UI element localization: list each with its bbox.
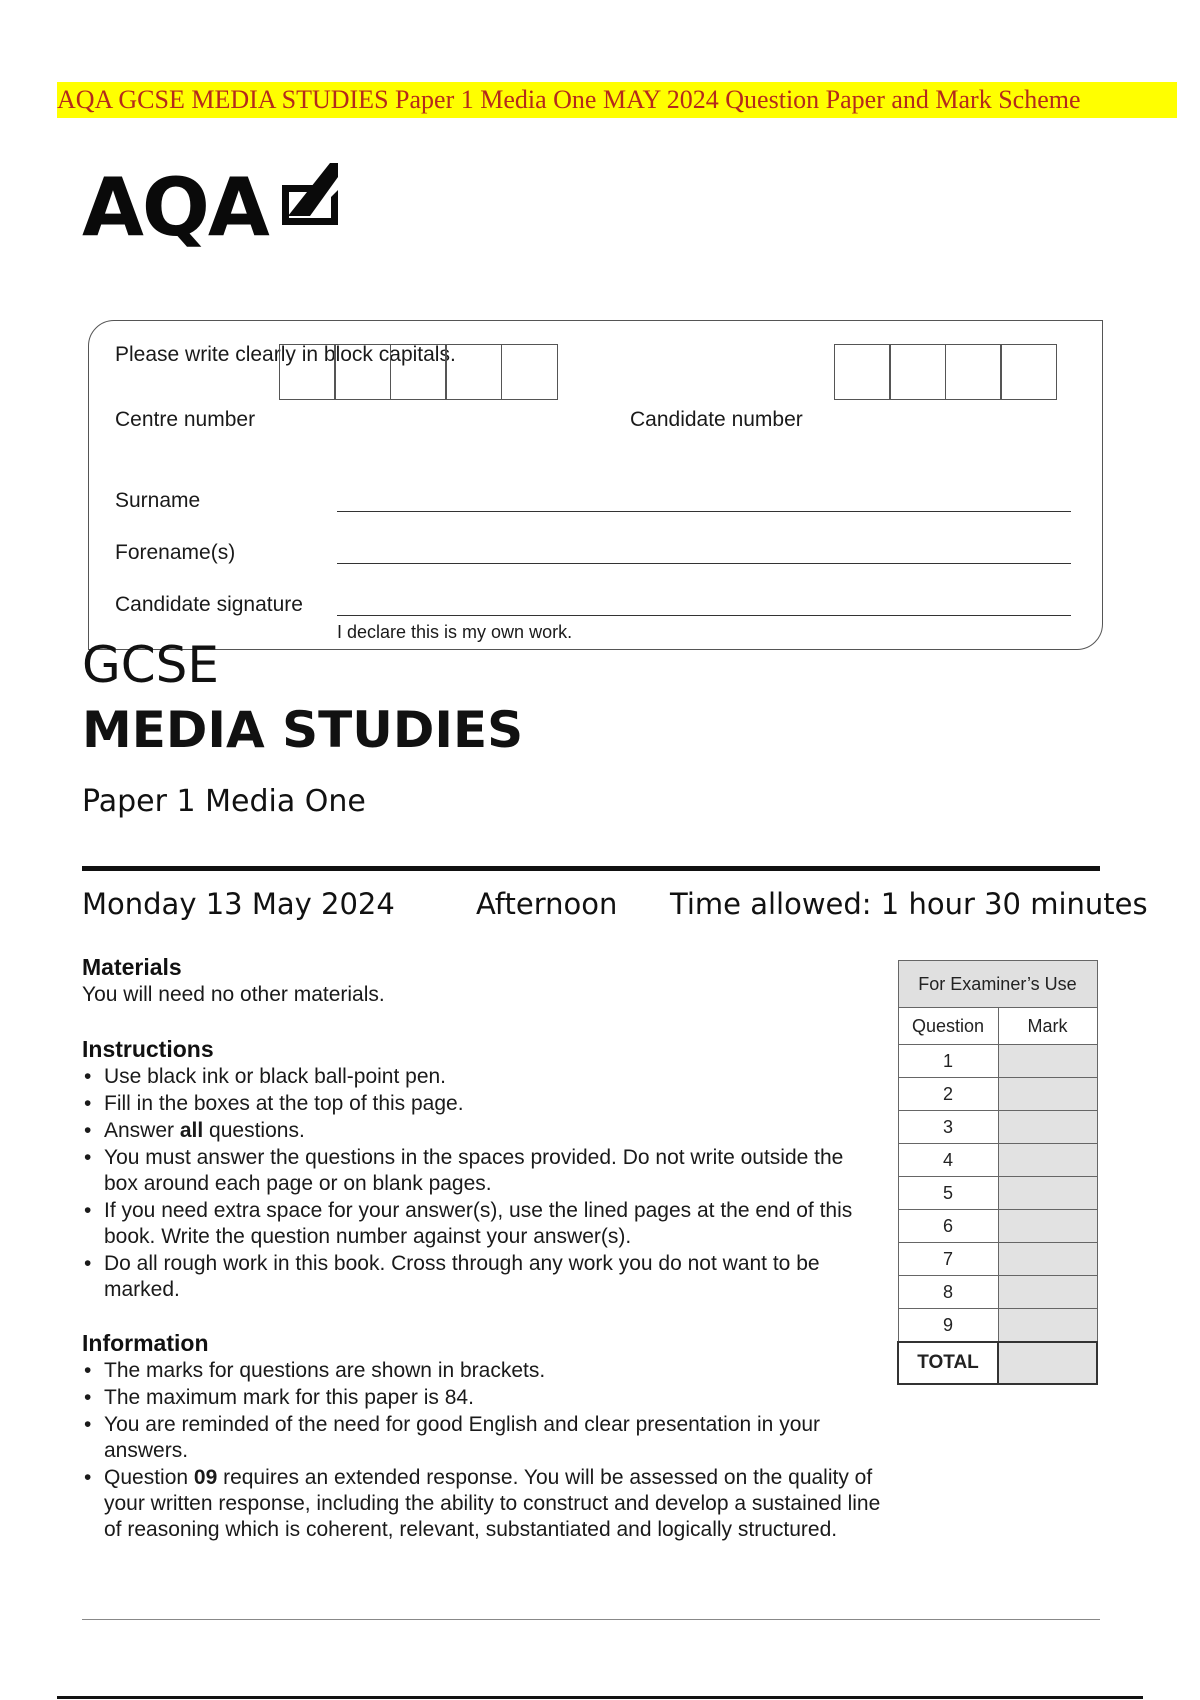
examiner-table-title: For Examiner’s Use — [898, 961, 1097, 1008]
question-number: 5 — [898, 1177, 998, 1210]
list-item: • You must answer the questions in the spaces provided. Do not write outside the box around each page or on blank pages. — [82, 1145, 882, 1197]
candidate-number-cell[interactable] — [1000, 344, 1057, 400]
qualification-title: GCSE — [82, 636, 219, 694]
answer-all-pre: Answer — [104, 1119, 180, 1142]
subject-title: MEDIA STUDIES — [82, 701, 524, 759]
candidate-number-cell[interactable] — [945, 344, 1002, 400]
answer-all-emphasis: all — [179, 1119, 204, 1142]
question-number: 1 — [898, 1045, 998, 1078]
list-item — [82, 1118, 882, 1144]
mark-cell[interactable] — [998, 1111, 1097, 1144]
centre-number-label: Centre number — [115, 408, 256, 431]
exam-date: Monday 13 May 2024 — [82, 887, 395, 921]
q09-number: 09 — [193, 1466, 218, 1489]
instructions-list — [82, 1064, 882, 1304]
total-label: TOTAL — [898, 1342, 998, 1384]
question-number: 7 — [898, 1243, 998, 1276]
total-mark-cell[interactable] — [998, 1342, 1097, 1384]
candidate-number-cell[interactable] — [834, 344, 891, 400]
table-row — [898, 1177, 1097, 1210]
block-capitals-instruction: Please write clearly in block capitals. — [115, 343, 456, 366]
list-item: • If you need extra space for your answer(s), use the lined pages at the end of this book. Write the question number against your answer(s). — [82, 1198, 882, 1250]
aqa-logo: AQA — [82, 161, 268, 254]
candidate-number-label: Candidate number — [630, 408, 803, 431]
question-number: 4 — [898, 1144, 998, 1177]
list-item: • Fill in the boxes at the top of this page. — [82, 1091, 882, 1117]
instructions-heading: Instructions — [82, 1036, 214, 1062]
mark-column-header: Mark — [998, 1008, 1097, 1045]
mark-cell[interactable] — [998, 1309, 1097, 1343]
forename-field[interactable] — [337, 563, 1071, 564]
centre-number-cell[interactable] — [334, 344, 391, 400]
mark-cell[interactable] — [998, 1177, 1097, 1210]
question-number: 3 — [898, 1111, 998, 1144]
table-row — [898, 1276, 1097, 1309]
question-number: 9 — [898, 1309, 998, 1343]
question-number: 2 — [898, 1078, 998, 1111]
mark-cell[interactable] — [998, 1210, 1097, 1243]
aqa-logo-mark-icon — [280, 163, 338, 225]
candidate-number-boxes — [835, 344, 1057, 400]
signature-label: Candidate signature — [115, 593, 303, 616]
surname-field[interactable] — [337, 511, 1071, 512]
table-row — [898, 1243, 1097, 1276]
list-item: • Do all rough work in this book. Cross through any work you do not want to be marked. — [82, 1251, 882, 1303]
question-number: 6 — [898, 1210, 998, 1243]
mark-cell[interactable] — [998, 1045, 1097, 1078]
mark-cell[interactable] — [998, 1078, 1097, 1111]
list-item: • The marks for questions are shown in brackets. — [82, 1358, 892, 1384]
list-item: • Use black ink or black ball-point pen. — [82, 1064, 882, 1090]
declaration-text: I declare this is my own work. — [337, 622, 573, 642]
forename-label: Forename(s) — [115, 541, 236, 564]
q09-post: requires an extended response. You will be assessed on the quality of your written response, including the ability to construct and develop a sustained line of reasoning which is coherent, relevant, substantiated and logically structured. — [104, 1466, 881, 1541]
table-row — [898, 1144, 1097, 1177]
information-heading: Information — [82, 1330, 209, 1356]
centre-number-cell[interactable] — [501, 344, 558, 400]
list-item: • The maximum mark for this paper is 84. — [82, 1385, 892, 1411]
question-number: 8 — [898, 1276, 998, 1309]
q09-pre: Question — [104, 1466, 194, 1489]
table-row — [898, 1210, 1097, 1243]
question-column-header: Question — [898, 1008, 998, 1045]
examiner-use-table — [897, 960, 1098, 1385]
answer-all-post: questions. — [203, 1119, 305, 1142]
surname-label: Surname — [115, 489, 201, 512]
signature-field[interactable] — [337, 615, 1071, 616]
paper-title: Paper 1 Media One — [82, 784, 366, 819]
list-item — [82, 1465, 892, 1543]
centre-number-cell[interactable] — [279, 344, 336, 400]
time-allowed: Time allowed: 1 hour 30 minutes — [670, 887, 1148, 921]
materials-heading: Materials — [82, 954, 182, 980]
footer-divider — [82, 1619, 1100, 1620]
exam-session: Afternoon — [476, 887, 618, 921]
list-item: • You are reminded of the need for good English and clear presentation in your answers. — [82, 1412, 892, 1464]
table-row — [898, 1078, 1097, 1111]
table-row — [898, 1309, 1097, 1343]
table-row — [898, 1111, 1097, 1144]
information-list — [82, 1358, 892, 1544]
candidate-number-cell[interactable] — [889, 344, 946, 400]
total-row — [898, 1342, 1097, 1384]
centre-number-cell[interactable] — [390, 344, 447, 400]
mark-cell[interactable] — [998, 1243, 1097, 1276]
table-row — [898, 1045, 1097, 1078]
document-banner: AQA GCSE MEDIA STUDIES Paper 1 Media One MAY 2024 Question Paper and Mark Scheme — [57, 82, 1177, 118]
page-bottom-rule — [57, 1696, 1143, 1699]
centre-number-cell[interactable] — [445, 344, 502, 400]
centre-number-boxes — [280, 344, 558, 400]
title-divider — [82, 866, 1100, 871]
mark-cell[interactable] — [998, 1144, 1097, 1177]
mark-cell[interactable] — [998, 1276, 1097, 1309]
materials-text: You will need no other materials. — [82, 983, 385, 1006]
